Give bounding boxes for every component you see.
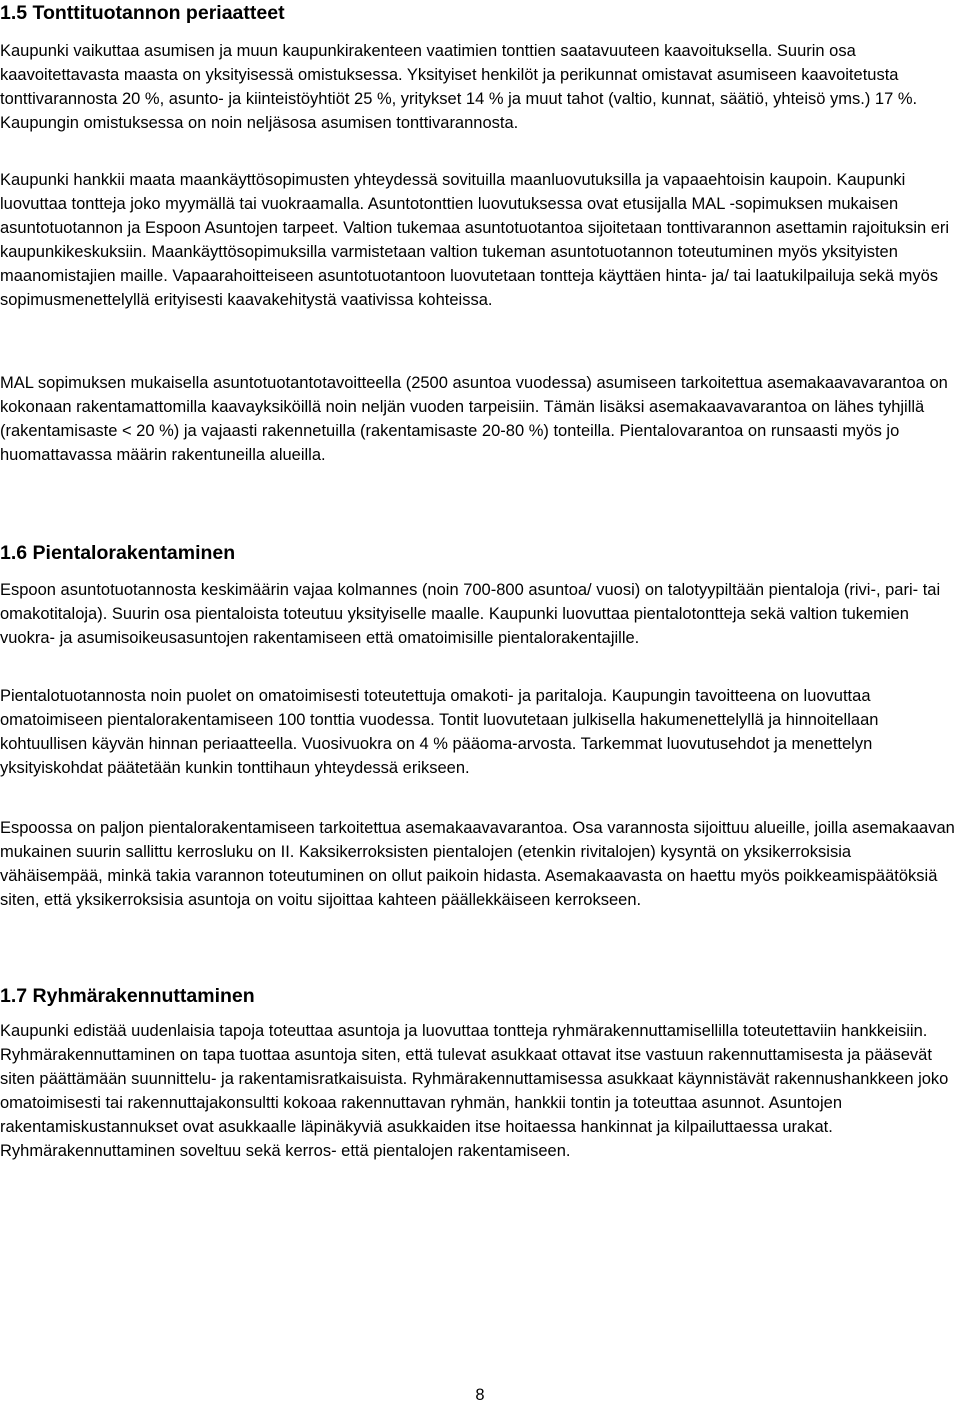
section-heading: 1.6 Pientalorakentaminen <box>0 542 236 564</box>
page-number: 8 <box>475 1386 485 1404</box>
paragraph: Kaupunki vaikuttaa asumisen ja muun kaupunkirakenteen vaatimien tonttien saatavuuteen kaavoituksella. Suurin osa kaavoitettavasta maasta on yksityisessä omistuksessa. Yksityiset henkilöt ja perikunnat omistavat asumiseen kaavoitetusta tonttivarannosta 20 %, asunto- ja kiinteistöyhtiöt 25 %, yritykset 14 % ja muut tahot (valtio, kunnat, säätiö, yhteisö yms.) 17 %. Kaupungin omistuksessa on noin neljäsosa asumisen tonttivarannosta. <box>0 42 918 132</box>
paragraph: Pientalotuotannosta noin puolet on omatoimisesti toteutettuja omakoti- ja paritaloja. Kaupungin tavoitteena on luovuttaa omatoimiseen pientalorakentamiseen 100 tonttia vuodessa. Tontit luovutetaan julkisella hakumenettelyllä ja hinnoitellaan kohtuullisen käyvän hinnan periaatteella. Vuosivuokra on 4 % pääoma-arvosta. Tarkemmat luovutusehdot ja menettelyn yksityiskohdat päätetään kunkin tonttihaun yhteydessä erikseen. <box>0 687 879 777</box>
paragraph: Kaupunki hankkii maata maankäyttösopimusten yhteydessä sovituilla maanluovutuksilla ja vapaaehtoisin kaupoin. Kaupunki luovuttaa tontteja joko myymällä tai vuokraamalla. Asuntotonttien luovutuksessa ovat etusijalla MAL -sopimuksen mukaisen asuntotuotannon ja Espoon Asuntojen tarpeet. Valtion tukemaa asuntotuotantoa sijoitetaan tonttivarannon asettamin rajoituksin eri kaupunkikeskuksiin. Maankäyttösopimuksilla varmistetaan valtion tukeman asuntotuotannon toteutuminen myös yksityisten maanomistajien maille. Vapaarahoitteiseen asuntotuotantoon luovutetaan tontteja käyttäen hinta- ja/ tai laatukilpailuja sekä myös sopimusmenettelyllä erityisesti kaavakehitystä vaativissa kohteissa. <box>0 171 950 309</box>
paragraph: Kaupunki edistää uudenlaisia tapoja toteuttaa asuntoja ja luovuttaa tontteja ryhmärakennuttamisellilla toteutettaviin hankkeisiin. Ryhmärakennuttaminen on tapa tuottaa asuntoja siten, että tulevat asukkaat ottavat itse vastuun rakennuttamisesta ja pääsevät siten päättämään suunnittelu- ja rakentamisratkaisuista. Ryhmärakennuttamisessa asukkaat käynnistävät rakennushankkeen joko omatoimisesti tai rakennuttajakonsultti kokoaa rakennuttavan ryhmän, hankkii tontin ja toteuttaa asunnot. Asuntojen rakentamiskustannukset ovat asukkaalle läpinäkyviä asukkaiden itse hoitaessa hankinnat ja kilpailuttaessa urakat. Ryhmärakennuttaminen soveltuu sekä kerros- että pientalojen rakentamiseen. <box>0 1022 949 1160</box>
paragraph: Espoon asuntotuotannosta keskimäärin vajaa kolmannes (noin 700-800 asuntoa/ vuosi) on talotyypiltään pientaloja (rivi-, pari- tai omakotitaloja). Suurin osa pientaloista toteutuu yksityiselle maalle. Kaupunki luovuttaa pientalotontteja sekä valtion tukemien vuokra- ja asumisoikeusasuntojen rakentamiseen että omatoimisille pientalorakentajille. <box>0 581 941 647</box>
section-heading: 1.5 Tonttituotannon periaatteet <box>0 2 285 24</box>
paragraph: Espoossa on paljon pientalorakentamiseen tarkoitettua asemakaavavarantoa. Osa varannosta sijoittuu alueille, joilla asemakaavan mukainen suurin sallittu kerrosluku on II. Kaksikerroksisten pientalojen (etenkin rivitalojen) kysyntä on yksikerroksisia vähäisempää, minkä takia varannon toteutuminen on ollut paikoin hidasta. Asemakaavasta on haettu myös poikkeamispäätöksiä siten, että yksikerroksisia asuntoja on voitu sijoittaa kahteen päällekkäiseen kerrokseen. <box>0 819 955 909</box>
section-heading: 1.7 Ryhmärakennuttaminen <box>0 985 255 1007</box>
paragraph: MAL sopimuksen mukaisella asuntotuotantotavoitteella (2500 asuntoa vuodessa) asumiseen tarkoitettua asemakaavavarantoa on kokonaan rakentamattomilla kaavayksiköillä noin neljän vuoden tarpeisiin. Tämän lisäksi asemakaavavarantoa on lähes tyhjillä (rakentamisaste < 20 %) ja vajaasti rakennetuilla (rakentamisaste 20-80 %) tonteilla. Pientalovarantoa on runsaasti myös jo huomattavassa määrin rakentuneilla alueilla. <box>0 374 948 464</box>
